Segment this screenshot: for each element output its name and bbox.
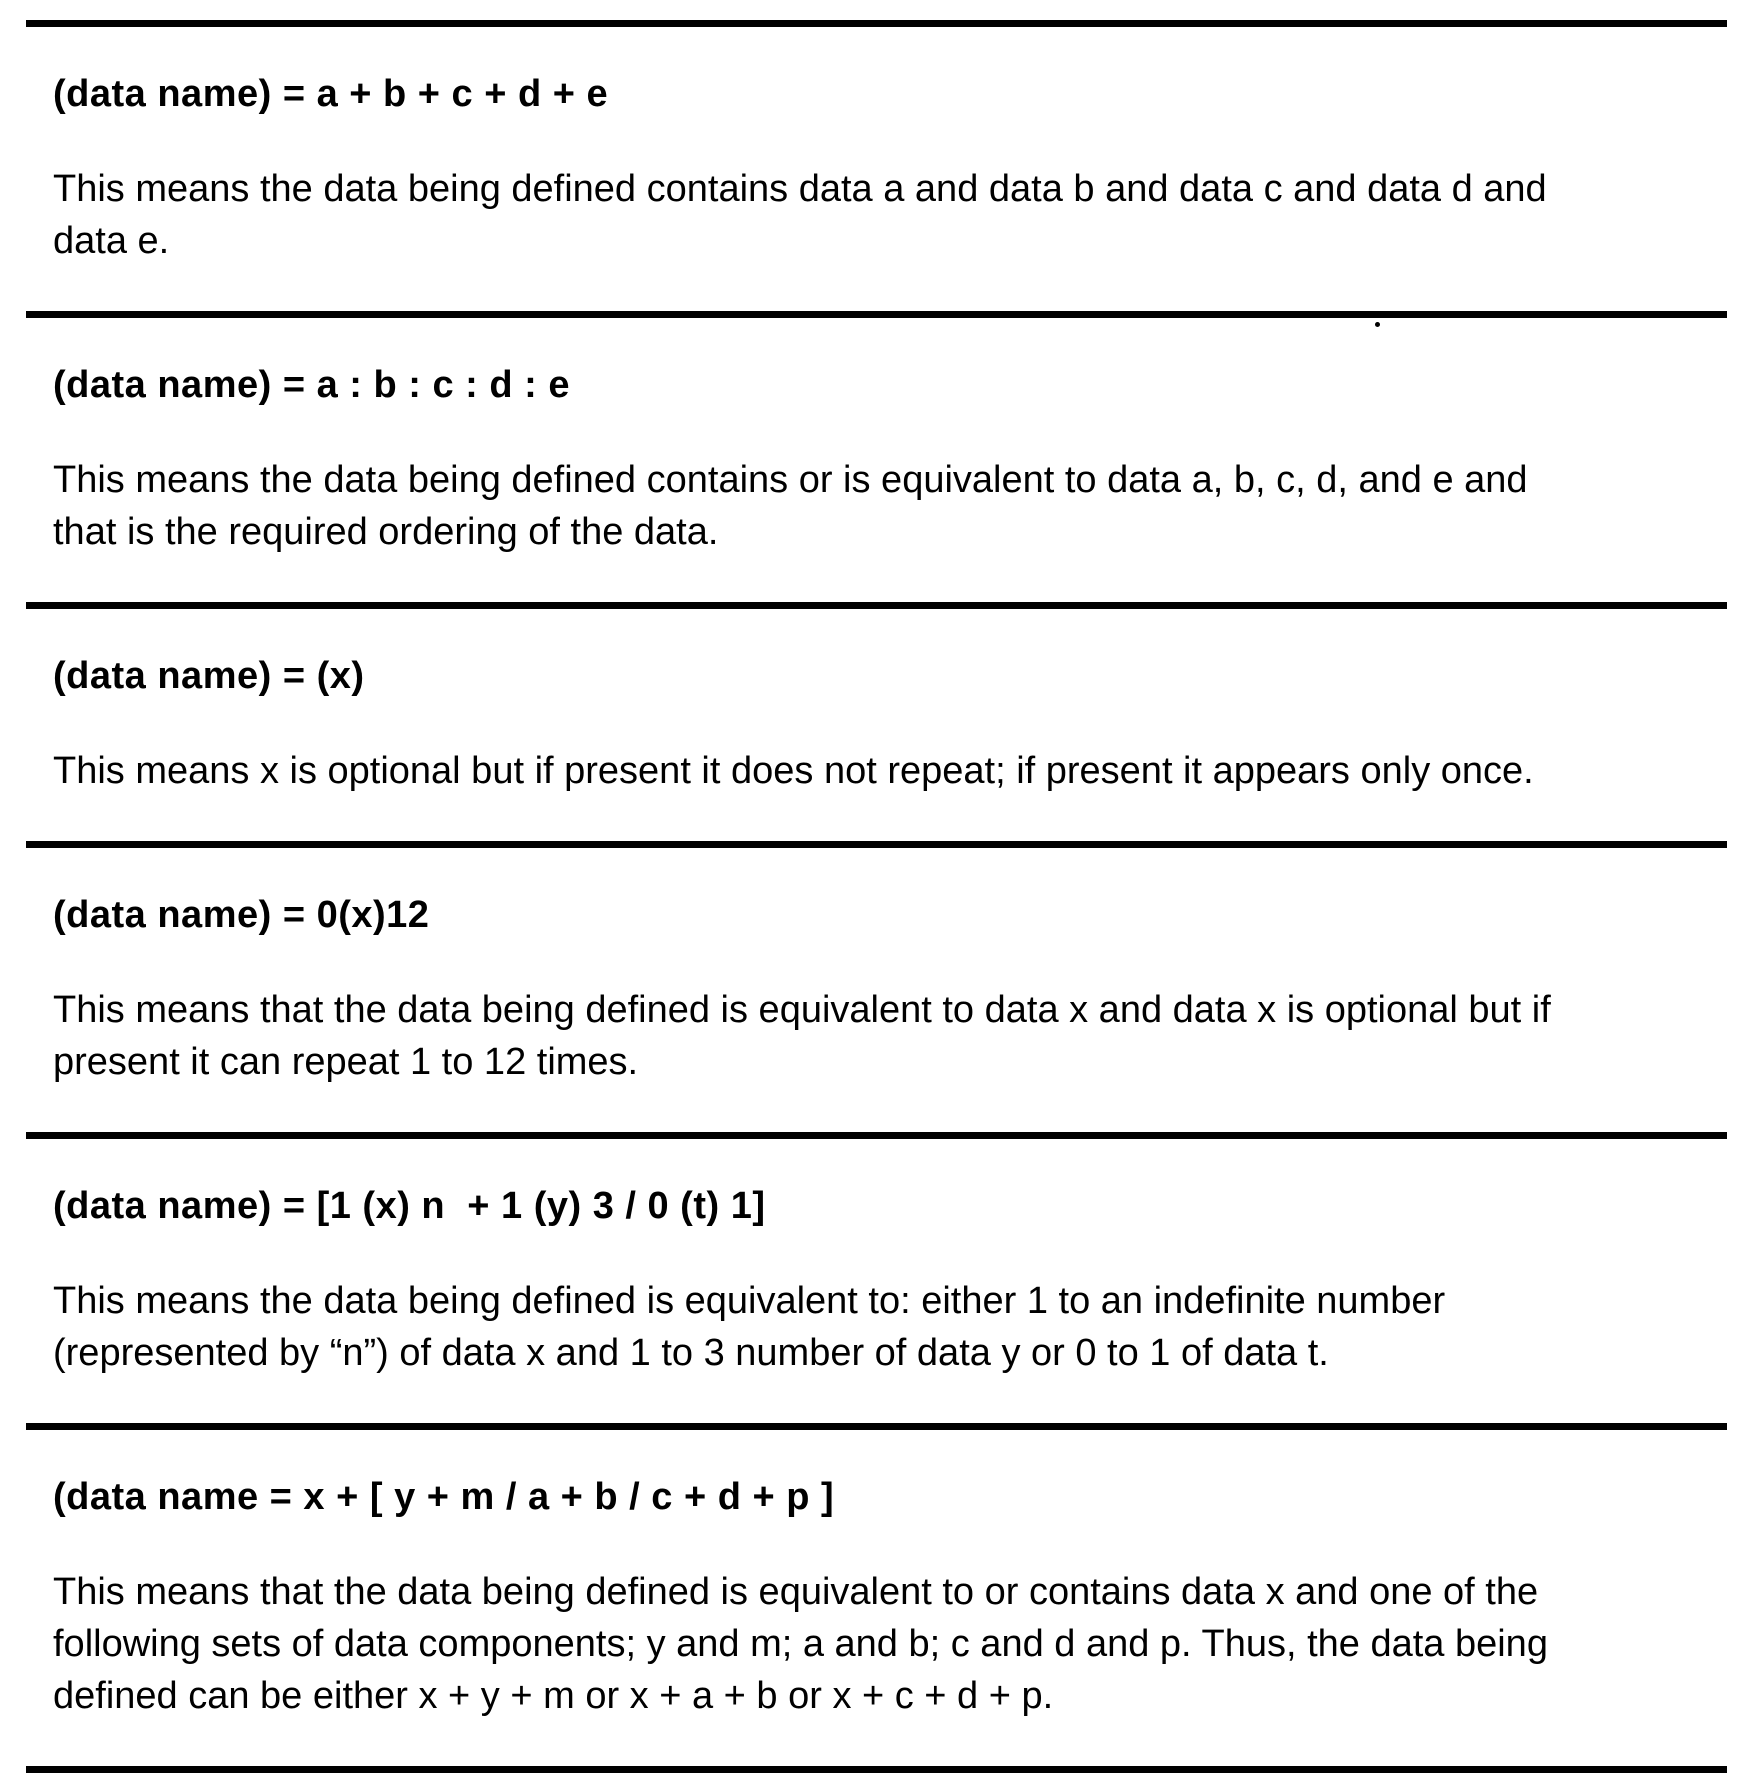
section-divider <box>26 1423 1727 1430</box>
notation-heading: (data name) = a : b : c : d : e <box>53 364 570 406</box>
explanation-line: defined can be either x + y + m or x + a + b or x + c + d + p. <box>53 1675 1054 1717</box>
explanation-line: This means x is optional but if present it does not repeat; if present it appears only once. <box>53 750 1534 792</box>
explanation-line: This means the data being defined contains or is equivalent to data a, b, c, d, and e and <box>53 459 1528 501</box>
section-divider <box>26 602 1727 609</box>
notation-explanation <box>53 745 1703 797</box>
notation-section-bracket-choice <box>0 1139 1743 1423</box>
explanation-line: This means the data being defined is equivalent to: either 1 to an indefinite number <box>53 1280 1446 1322</box>
section-divider <box>26 311 1727 318</box>
section-divider <box>26 1766 1727 1773</box>
notation-explanation <box>53 163 1703 267</box>
notation-heading: (data name) = (x) <box>53 655 365 697</box>
notation-heading: (data name) = [1 (x) n + 1 (y) 3 / 0 (t) 1] <box>53 1185 766 1227</box>
notation-heading: (data name) = 0(x)12 <box>53 894 430 936</box>
explanation-line: that is the required ordering of the data. <box>53 511 719 553</box>
notation-explanation <box>53 984 1703 1088</box>
explanation-line: This means the data being defined contains data a and data b and data c and data d and <box>53 168 1547 210</box>
notation-explanation <box>53 1275 1703 1379</box>
notation-explanation <box>53 454 1703 558</box>
explanation-line: This means that the data being defined is equivalent to data x and data x is optional but if <box>53 989 1551 1031</box>
scan-artifact-dot <box>1375 322 1380 327</box>
explanation-line: data e. <box>53 220 170 262</box>
notation-section-colon <box>0 318 1743 602</box>
section-divider <box>26 841 1727 848</box>
notation-section-optional <box>0 609 1743 841</box>
notation-explanation <box>53 1566 1703 1722</box>
explanation-line: following sets of data components; y and m; a and b; c and d and p. Thus, the data being <box>53 1623 1548 1665</box>
notation-section-repeat <box>0 848 1743 1132</box>
explanation-line: This means that the data being defined is equivalent to or contains data x and one of the <box>53 1571 1539 1613</box>
section-divider <box>26 20 1727 27</box>
notation-section-compound <box>0 1430 1743 1766</box>
explanation-line: present it can repeat 1 to 12 times. <box>53 1041 639 1083</box>
section-divider <box>26 1132 1727 1139</box>
notation-heading: (data name = x + [ y + m / a + b / c + d + p ] <box>53 1476 835 1518</box>
explanation-line: (represented by “n”) of data x and 1 to 3 number of data y or 0 to 1 of data t. <box>53 1332 1329 1374</box>
notation-section-plus <box>0 27 1743 311</box>
notation-heading: (data name) = a + b + c + d + e <box>53 73 609 115</box>
